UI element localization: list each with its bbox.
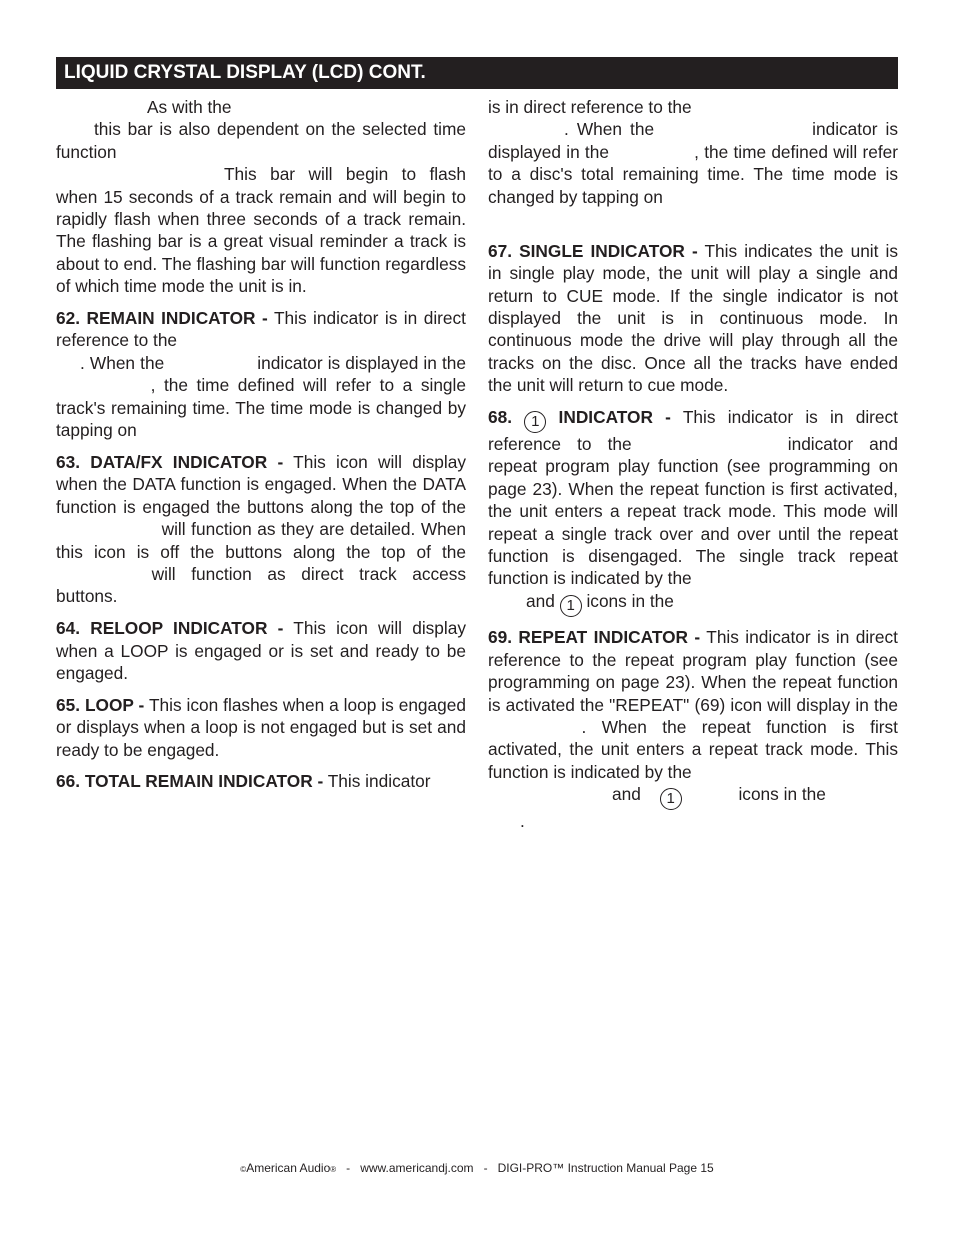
text: . When the bbox=[564, 119, 655, 140]
separator: - bbox=[346, 1161, 351, 1175]
text: will function as they are detailed. When this icon is off the buttons along the top of the bbox=[56, 519, 466, 562]
text: This icon will display when a LOOP is engaged or is set and ready to be engaged. bbox=[56, 618, 466, 683]
text: This icon will display when the DATA function is engaged. When the DATA function is engaged the buttons along the top of the bbox=[56, 451, 467, 517]
heading-69: 69. REPEAT INDICATOR - bbox=[488, 627, 701, 648]
text: . When the bbox=[80, 352, 165, 373]
paragraph-62-remain-indicator bbox=[56, 307, 466, 441]
heading-64: 64. RELOOP INDICATOR - bbox=[56, 618, 284, 639]
registered-symbol: ® bbox=[330, 1165, 337, 1174]
text: This indicator is in direct reference to the bbox=[56, 308, 466, 351]
text: will function as direct track access buttons. bbox=[56, 563, 466, 607]
section-title: LIQUID CRYSTAL DISPLAY (LCD) CONT. bbox=[64, 62, 426, 83]
heading-63: 63. DATA/FX INDICATOR - bbox=[56, 451, 284, 472]
paragraph-time-bar bbox=[56, 96, 466, 298]
paragraph-66-continued bbox=[488, 96, 898, 230]
text: icons in the bbox=[738, 784, 826, 805]
website-url: www.americandj.com bbox=[360, 1161, 474, 1175]
heading-66: 66. TOTAL REMAIN INDICATOR - bbox=[56, 771, 324, 792]
paragraph-64-reloop-indicator bbox=[56, 617, 466, 684]
circled-one-icon: 1 bbox=[560, 595, 582, 617]
paragraph-63-data-fx-indicator bbox=[56, 451, 466, 608]
heading-68-number: 68. bbox=[488, 407, 513, 428]
manual-page-label: DIGI-PRO™ Instruction Manual Page 15 bbox=[497, 1161, 714, 1175]
heading-68-title: INDICATOR - bbox=[558, 407, 671, 428]
text: This indicates the unit is in single play mode, the unit will play a single and return to CUE mode. If the single indicator is not displayed the unit is in continuous mode. In continuous mode the drive will play through all the tracks on the disc. Once all the tracks have ended the unit will return to cue mode. bbox=[488, 240, 898, 396]
text: icons in the bbox=[586, 590, 674, 611]
text: . When the repeat function is first activated, the unit enters a repeat track mode. This function is indicated by the bbox=[488, 716, 898, 782]
text: , the time defined will refer to a single track's remaining time. The time mode is changed by tapping on bbox=[56, 375, 466, 441]
text: this bar is also dependent on the selected time function bbox=[56, 119, 466, 162]
heading-67: 67. SINGLE INDICATOR - bbox=[488, 240, 698, 261]
circled-one-icon: 1 bbox=[660, 788, 682, 810]
separator: - bbox=[483, 1161, 488, 1175]
left-column bbox=[56, 96, 466, 802]
right-column bbox=[488, 96, 898, 842]
copyright-symbol: © bbox=[240, 1165, 247, 1174]
text: indicator and repeat program play function (see programming on page 23). When the repeat function is first activated, the unit enters a repeat track mode. This mode will repeat a single track over and over until the repeat function is disengaged. The single track repeat function is indicated by the bbox=[488, 434, 898, 589]
heading-62: 62. REMAIN INDICATOR - bbox=[56, 308, 268, 329]
text: indicator is displayed in the bbox=[257, 352, 466, 373]
page-footer bbox=[0, 1158, 954, 1180]
paragraph-67-single-indicator bbox=[488, 240, 898, 397]
paragraph-68-indicator bbox=[488, 406, 898, 617]
company-name: American Audio bbox=[246, 1161, 331, 1175]
text: This icon flashes when a loop is engaged or displays when a loop is not engaged but is set and ready to be engaged. bbox=[56, 694, 466, 760]
circled-one-icon: 1 bbox=[524, 411, 546, 433]
text: and bbox=[612, 784, 641, 805]
text: This bar will begin to flash when 15 seconds of a track remain and will begin to rapidly flash when three seconds of a track remain. The flashing bar is a great visual reminder a track is about to end. The flashing bar will function regardless of which time mode the unit is in. bbox=[56, 164, 466, 297]
text: . bbox=[520, 811, 525, 832]
paragraph-66-total-remain-indicator bbox=[56, 770, 466, 792]
text: is in direct reference to the bbox=[488, 97, 692, 117]
text: As with the bbox=[147, 97, 232, 117]
paragraph-69-repeat-indicator bbox=[488, 626, 898, 832]
paragraph-65-loop bbox=[56, 694, 466, 761]
text: and bbox=[526, 590, 555, 611]
text: This indicator bbox=[327, 771, 431, 792]
text: indicator is displayed in the bbox=[488, 119, 898, 162]
section-header bbox=[56, 57, 898, 89]
text: , the time defined will refer to a disc's total remaining time. The time mode is changed by tapping on bbox=[488, 141, 898, 207]
heading-65: 65. LOOP - bbox=[56, 694, 145, 715]
text: This indicator is in direct reference to the repeat program play function (see programming on page 23). When the repeat function is activated the "REPEAT" (69) icon will display in the bbox=[488, 627, 898, 715]
text: This indicator is in direct reference to the bbox=[488, 407, 898, 455]
